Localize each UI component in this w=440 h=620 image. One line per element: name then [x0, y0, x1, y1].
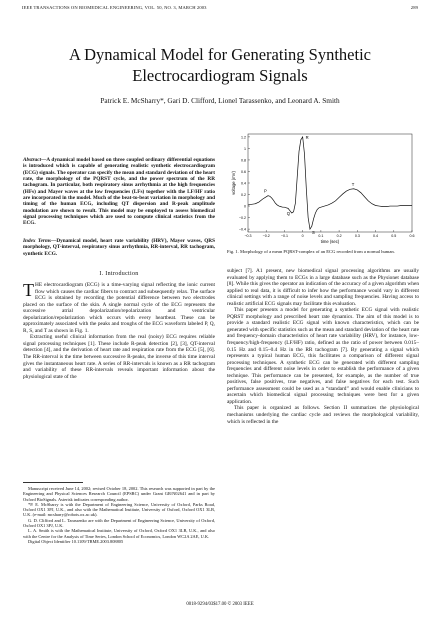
x-tick-label: 0: [301, 234, 304, 238]
y-tick-label: −0.4: [238, 227, 246, 232]
right-paragraph-2: This paper presents a model for generating a synthetic ECG signal with realistic PQRST morphology and prescribed heart rate dynamics. The aim of this model is to provide a standard realistic ECG signal with known characteristics, which can be generated with specific statistics such as the mean and standard deviation of the heart rate and frequency-domain characteristics of heart rate variability (HRV), for instance, low-frequency/high-frequency (LF/HF) ratio, defined as the ratio of power between 0.015–0.15 Hz and 0.15–0.4 Hz in the RR tachogram [7]. By generating a signal which represents a typical human ECG, this facilitates a comparison of different signal processing techniques. A synthetic ECG can be generated with different sampling frequencies and different noise levels in order to establish the performance of a given technique. This performance can be presented, for example, as the number of true positives, false positives, true negatives, and false negatives for each test. Such performance assessment could be used as a “standard” and would enable clinicians to ascertain which biomedical signal processing techniques were best for a given application.: [227, 307, 419, 405]
y-axis-label: voltage (mV): [231, 171, 236, 195]
y-tick-label: 0.6: [241, 169, 246, 174]
x-tick-label: −0.3: [244, 234, 252, 238]
abstract-label: Abstract: [23, 157, 42, 163]
wave-label-t: T: [351, 181, 355, 187]
title-line-1: A Dynamical Model for Generating Synthetic: [69, 45, 371, 64]
page-number: 289: [410, 5, 418, 10]
x-tick-label: 0.5: [391, 234, 397, 238]
drop-cap: T: [23, 280, 34, 300]
x-axis-ticks: [244, 230, 414, 238]
figure-caption: Fig. 1. Morphology of a mean PQRST-complex of an ECG recorded from a normal human.: [227, 249, 395, 254]
section-heading: I. Introduction: [99, 271, 139, 277]
footnote-rule: [23, 482, 83, 483]
intro-paragraph-1-text: HE electrocardiogram (ECG) is a time-varying signal reflecting the ionic current flow which causes the cardiac fibers to contract and subsequently relax. The surface ECG is obtained by recording the potential difference between two electrodes placed on the surface of the skin. A single normal cycle of the ECG represents the successive atrial depolarization/repolarization and ventricular depolarization/repolarization which occurs with every heartbeat. These can be approximately associated with the peaks and troughs of the ECG waveform labeled P, Q, R, S, and T as shown in Fig. 1.: [23, 282, 215, 334]
plot-frame: [248, 134, 412, 232]
y-axis-ticks: [239, 135, 250, 231]
journal-header: IEEE TRANSACTIONS ON BIOMEDICAL ENGINEERING, VOL. 50, NO. 3, MARCH 2003: [22, 5, 207, 10]
y-tick-label: 0.2: [241, 192, 246, 197]
running-header: [22, 5, 418, 10]
title-line-2: Electrocardiogram Signals: [132, 66, 308, 85]
y-tick-label: 1.2: [241, 135, 246, 140]
intro-paragraph-1: [23, 282, 215, 334]
abstract-text: —A dynamical model based on three coupled ordinary differential equations is introduced which is capable of generating realistic synthetic electrocardiogram (ECG) signals. The operator can specify the mean and standard deviation of the heart rate, the morphology of the PQRST cycle, and the power spectrum of the RR tachogram. In particular, both respiratory sinus arrhythmia at the high frequencies (HFs) and Mayer waves at the low frequencies (LFs) together with the LF/HF ratio are incorporated in the model. Much of the beat-to-beat variation in morphology and timing of the human ECG, including QT dispersion and R-peak amplitude modulation are shown to result. This model may be employed to assess biomedical signal processing techniques which are used to compute clinical statistics from the ECG.: [23, 157, 215, 227]
ecg-morphology-chart: [230, 130, 418, 246]
wave-label-q: Q: [286, 210, 290, 216]
index-terms-label: Index Terms: [23, 238, 52, 244]
x-tick-label: 0.4: [373, 234, 379, 238]
y-tick-label: 0.8: [241, 158, 246, 163]
abstract: [23, 157, 215, 227]
index-terms-text: —Dynamical model, heart rate variability (HRV), Mayer waves, QRS morphology, QT-interval, respiratory sinus arrhythmia, RR-interval, RR tachogram, synthetic ECG.: [23, 238, 215, 257]
footnote-smith: L. A. Smith is with the Mathematical Institute, University of Oxford, Oxford OX1 3LB, U.K., and also with the Centre for the Analysis of Time Series, London School of Economics, London WC2A 2AE, U.K.: [23, 528, 215, 539]
x-tick-label: 0.1: [318, 234, 324, 238]
x-axis-label: time (sec): [320, 239, 340, 244]
ecg-waveform-line: [248, 134, 412, 229]
wave-label-r: R: [305, 134, 309, 140]
wave-label-s: S: [311, 230, 315, 236]
y-tick-label: 0.4: [241, 181, 246, 186]
x-tick-label: 0.6: [409, 234, 415, 238]
x-tick-label: −0.2: [262, 234, 270, 238]
footnote-clifford: G. D. Clifford and L. Tarassenko are with the Department of Engineering Science, University of Oxford, Oxford OX1 3PJ, U.K.: [23, 517, 215, 529]
footnotes: [23, 486, 215, 544]
author-list: Patrick E. McSharry*, Gari D. Clifford, Lionel Tarassenko, and Leonard A. Smith: [100, 96, 340, 105]
y-tick-label: 0: [244, 204, 246, 209]
right-paragraph-1: subject [7]. A1 present, new biomedical signal processing algorithms are usually evaluated by applying them to ECGs in a large database such as the Physionet database [8]. While this gives the operator an indication of the accuracy of a given algorithm when applied to real data, it is difficult to infer how the performance would vary in different clinical settings with a range of noise levels and sampling frequencies. Having access to realistic artificial ECG signals may facilitate this evaluation.: [227, 268, 419, 307]
wave-labels: [264, 135, 355, 235]
footnote-doi: Digital Object Identifier 10.1109/TBME.2003.808805: [28, 538, 124, 544]
wave-label-p: P: [264, 188, 267, 194]
y-tick-label: −0.2: [238, 215, 246, 220]
intro-paragraph-2: Extracting useful clinical information from the real (noisy) ECG requires reliable signal processing techniques [1]. These include R-peak detection [2], [3], QT-interval detection [4], and the derivation of heart rate and respiration rate from the ECG [5], [6]. The RR-interval is the time between successive R-peaks, the inverse of this time interval gives the instantaneous heart rate. A series of RR-intervals is known as a RR tachogram and variability of these RR-intervals reveals important information about the physiological state of the: [23, 334, 215, 380]
right-column-text: [227, 268, 419, 425]
y-tick-label: 1: [244, 146, 246, 151]
x-tick-label: 0.2: [336, 234, 342, 238]
copyright-footer: 0018-9294/03$17.00 © 2003 IEEE: [186, 602, 254, 607]
right-paragraph-3: This paper is organized as follows. Section II summarizes the physiological mechanisms underlying the cardiac cycle and reviews the morphological variability, which is reflected in the: [227, 405, 419, 425]
introduction-text: [23, 282, 215, 380]
footnote-manuscript: Manuscript received June 14, 2002; revised October 18, 2002. This research was supported in part by the Engineering and Physical Sciences Research Council (EPSRC) under Grant GR/N02641 and in part by Oxford BioSignals. Asterisk indicates corresponding author.: [23, 486, 215, 502]
index-terms: [23, 238, 215, 257]
footnote-mcsharry: *P. E. McSharry is with the Department of Engineering Science, University of Oxford, Parks Road, Oxford OX1 3PJ, U.K., and also with the Mathematical Institute, University of Oxford, Oxford OX1 3LB, U.K. (e-mail: mcsharry@robots.ox.ac.uk).: [23, 501, 215, 518]
paper-title: [0, 44, 440, 86]
x-tick-label: −0.1: [280, 234, 288, 238]
x-tick-label: 0.3: [354, 234, 360, 238]
